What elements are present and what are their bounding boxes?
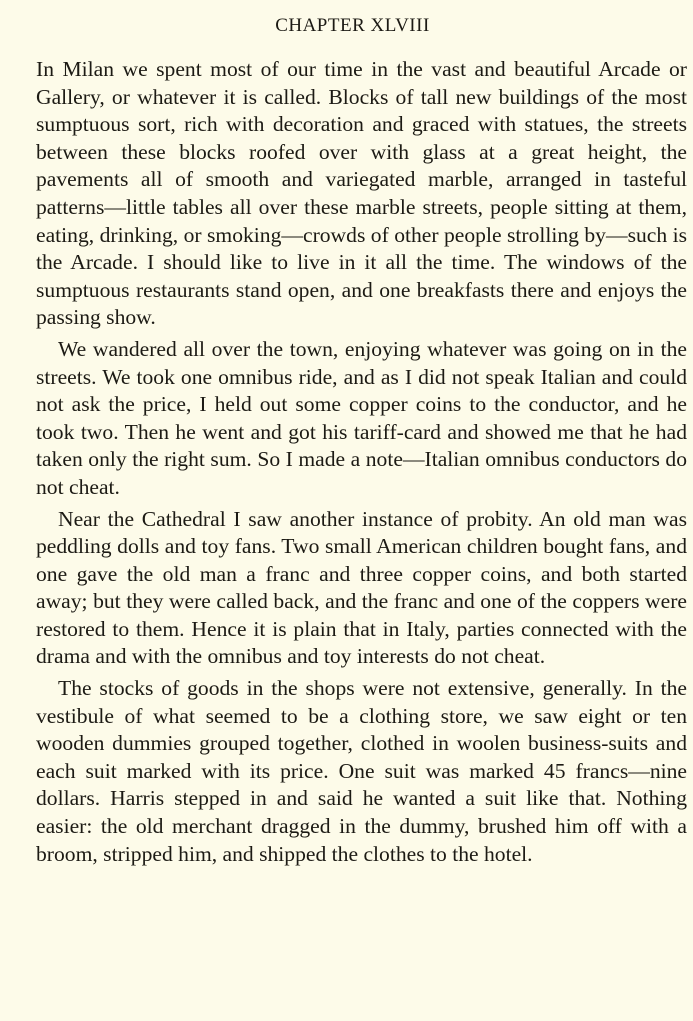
paragraph-2: We wandered all over the town, enjoying whatever was going on in the streets. We took one omnibus ride, and as I did not speak Italian and could not ask the price, I held out some copper coins to the conductor, and he took two. Then he went and got his tariff-card and showed me that he had taken only the right sum. So I made a note—Italian omnibus conductors do not cheat. xyxy=(36,336,687,499)
chapter-title: CHAPTER XLVIII xyxy=(275,15,430,36)
paragraph-1: In Milan we spent most of our time in the vast and beautiful Arcade or Gallery, or whatever it is called. Blocks of tall new buildings of the most sumptuous sort, rich with decoration and graced with statues, the streets between these blocks roofed over with glass at a great height, the pavements all of smooth and variegated marble, arranged in tasteful patterns—little tables all over these marble streets, people sitting at them, eating, drinking, or smoking—crowds of other people strolling by—such is the Arcade. I should like to live in it all the time. The windows of the sumptuous restaurants stand open, and one breakfasts there and enjoys the passing show. xyxy=(36,57,687,330)
paragraph-4: The stocks of goods in the shops were not extensive, generally. In the vestibule of what seemed to be a clothing store, we saw eight or ten wooden dummies grouped together, clothed in woolen business-suits and each suit marked with its price. One suit was marked 45 francs—nine dollars. Harris stepped in and said he wanted a suit like that. Nothing easier: the old merchant dragged in the dummy, brushed him off with a broom, stripped him, and shipped the clothes to the hotel. xyxy=(36,676,687,866)
paragraph-3: Near the Cathedral I saw another instance of probity. An old man was peddling dolls and toy fans. Two small American children bought fans, and one gave the old man a franc and three copper coins, and both started away; but they were called back, and the franc and one of the coppers were restored to them. Hence it is plain that in Italy, parties connected with the drama and with the omnibus and toy interests do not cheat. xyxy=(36,506,687,669)
